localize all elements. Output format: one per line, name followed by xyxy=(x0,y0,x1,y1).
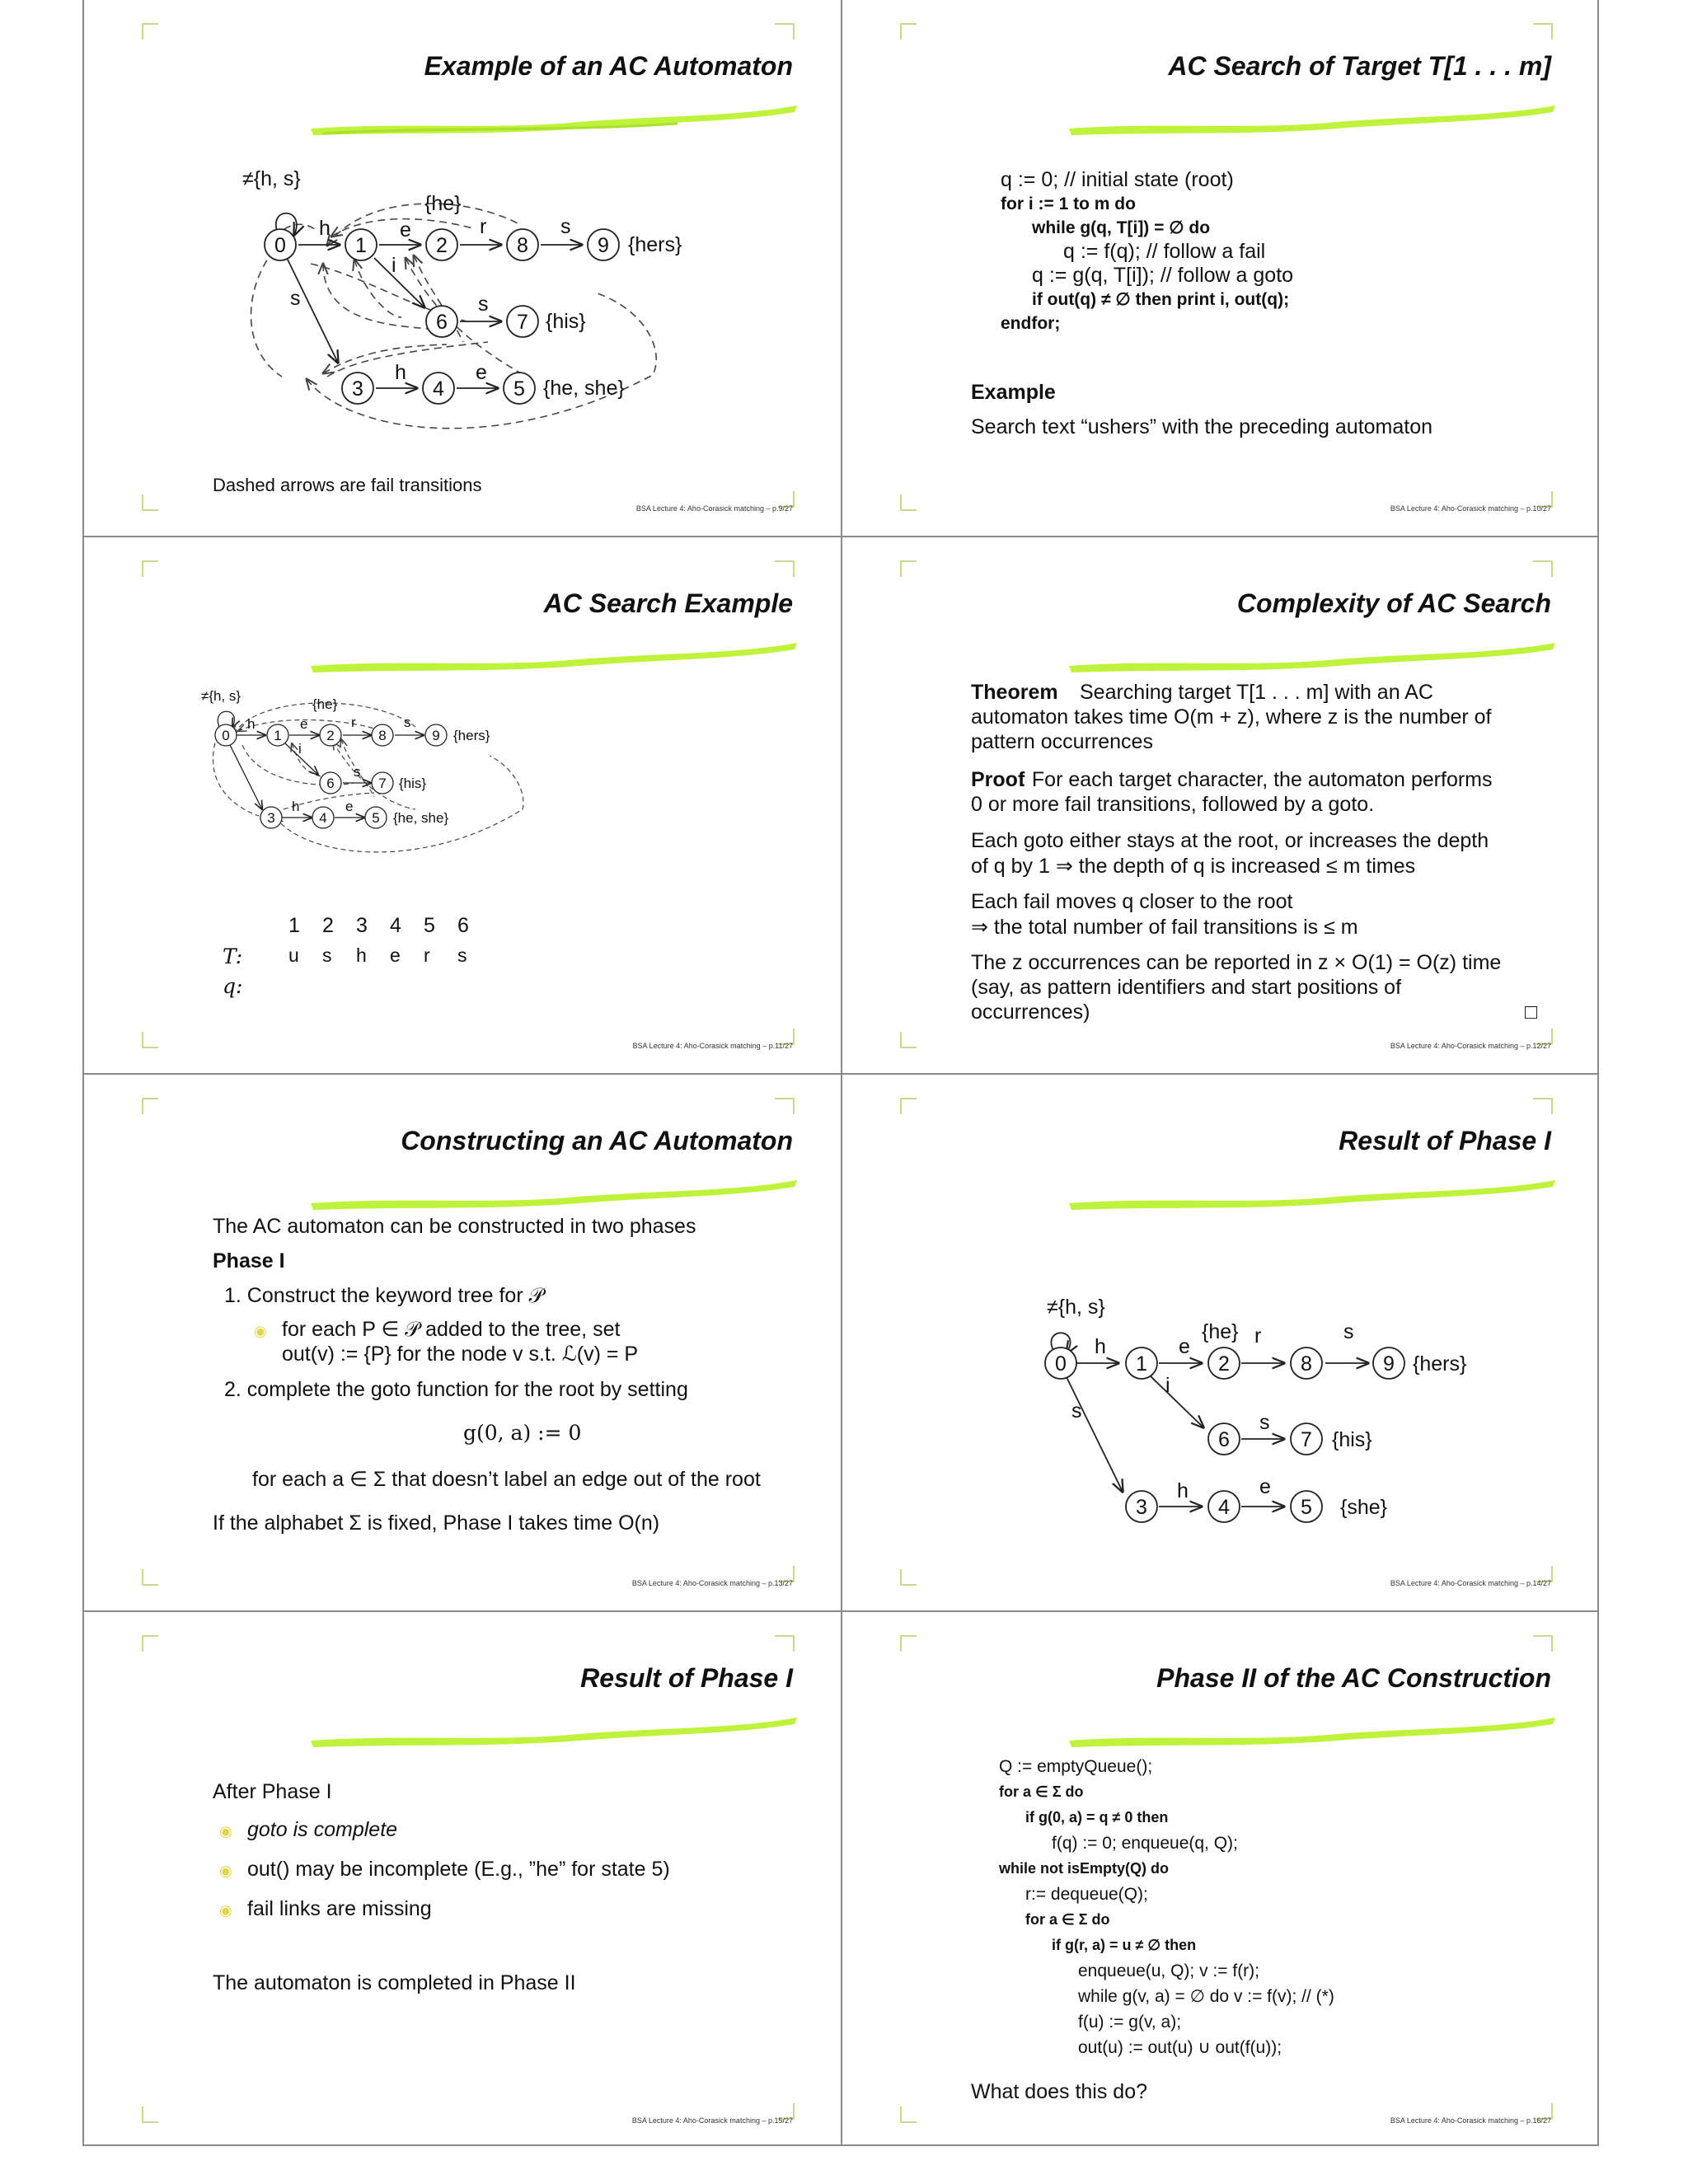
corner-mark xyxy=(900,1098,917,1114)
output-label: {she} xyxy=(1340,1496,1388,1519)
slide-title: AC Search of Target T[1 . . . m] xyxy=(1168,51,1551,81)
slide-footer: BSA Lecture 4: Aho-Corasick matching – p.13/27 xyxy=(631,1579,793,1587)
state-label: 5 xyxy=(372,810,380,826)
proof-text: occurrences) xyxy=(971,1001,1090,1024)
edge-label: e xyxy=(476,361,487,384)
corner-mark xyxy=(900,494,917,511)
edge-label: s xyxy=(290,287,301,310)
state-label: 5 xyxy=(513,377,525,401)
highlighter-stroke xyxy=(307,1172,801,1218)
slide-footer: BSA Lecture 4: Aho-Corasick matching – p.10/27 xyxy=(1390,504,1551,513)
edge-label: e xyxy=(1179,1335,1190,1358)
output-label: {his} xyxy=(399,776,427,791)
proof-text: Each fail moves q closer to the root xyxy=(971,890,1293,913)
code-line: r:= dequeue(Q); xyxy=(1025,1885,1148,1904)
target-char: r xyxy=(424,944,430,966)
edge-label: i xyxy=(392,254,396,277)
phase2-pseudocode xyxy=(999,1754,1334,2060)
state-row-label: q: xyxy=(223,974,243,998)
state-label: 0 xyxy=(274,234,286,257)
edge-label: r xyxy=(480,215,487,238)
highlighter-stroke xyxy=(1065,1172,1559,1218)
corner-mark xyxy=(142,1032,158,1048)
corner-mark xyxy=(900,2107,917,2123)
body-text: The automaton is completed in Phase II xyxy=(213,1971,576,1994)
proof-text: The z occurrences can be reported in z × O(1) = O(z) time xyxy=(971,951,1502,974)
bullet-text: for each P ∈ 𝒫 added to the tree, set xyxy=(282,1318,621,1341)
code-line: while g(v, a) = ∅ do v := f(v); // (*) xyxy=(1078,1987,1334,2006)
bullet-icon: ◉ xyxy=(254,1323,267,1339)
state-label: 6 xyxy=(1218,1428,1230,1451)
bullet-icon: ◉ xyxy=(219,1823,232,1840)
code-line: out(u) := out(u) ∪ out(f(u)); xyxy=(1078,2038,1282,2057)
edge-label: r xyxy=(351,715,356,730)
bullet-text: out() may be incomplete (E.g., ”he” for state 5) xyxy=(247,1858,670,1881)
slide-title: Example of an AC Automaton xyxy=(424,51,793,81)
keyword-tree-diagram xyxy=(1015,1256,1477,1520)
slide-footer: BSA Lecture 4: Aho-Corasick matching – p.12/27 xyxy=(1390,1042,1551,1050)
target-char: u xyxy=(288,944,299,966)
state-label: 8 xyxy=(378,728,387,743)
state-label: 4 xyxy=(1218,1496,1230,1519)
corner-mark xyxy=(1533,23,1553,40)
position-index: 4 xyxy=(390,914,401,937)
proof-text: 0 or more fail transitions, followed by a goto. xyxy=(971,793,1375,816)
proof-text: . For each target character, the automaton performs xyxy=(1020,768,1493,791)
output-label: {hers} xyxy=(1413,1352,1467,1376)
state-label: 5 xyxy=(1301,1496,1312,1519)
code-line: if g(0, a) = q ≠ 0 then xyxy=(1025,1809,1169,1825)
self-loop-label: ≠{h, s} xyxy=(1047,1296,1105,1319)
code-line: f(q) := 0; enqueue(q, Q); xyxy=(1052,1834,1238,1853)
theorem-label: Theorem xyxy=(971,681,1058,704)
edge-label: i xyxy=(1165,1374,1170,1397)
edge-label: e xyxy=(400,218,411,241)
bullet-text: goto is complete xyxy=(247,1818,398,1841)
edge-label: s xyxy=(1071,1399,1082,1422)
corner-mark xyxy=(142,1569,158,1586)
code-line: enqueue(u, Q); v := f(r); xyxy=(1078,1961,1260,1980)
theorem-text: Searching target T[1 . . . m] with an AC xyxy=(1080,681,1433,704)
bullet-icon: ◉ xyxy=(219,1902,232,1919)
edge-label: s xyxy=(1259,1411,1270,1434)
state-label: 9 xyxy=(1383,1352,1395,1376)
state-label: 3 xyxy=(267,810,275,826)
output-label: {he, she} xyxy=(543,377,625,400)
self-loop-label: ≠{h, s} xyxy=(242,167,301,190)
step-item: 2. complete the goto function for the root by setting xyxy=(224,1378,688,1401)
edge-label: e xyxy=(300,716,308,732)
state-label: 2 xyxy=(436,234,448,257)
code-line: endfor; xyxy=(1001,314,1061,333)
state-label: 7 xyxy=(1301,1428,1312,1451)
slide-title: Complexity of AC Search xyxy=(1236,588,1551,618)
slide-footer: BSA Lecture 4: Aho-Corasick matching – p.14/27 xyxy=(1390,1579,1551,1587)
corner-mark xyxy=(142,560,158,577)
corner-mark xyxy=(1533,560,1553,577)
body-text: If the alphabet Σ is fixed, Phase I takes time O(n) xyxy=(213,1511,660,1535)
output-label: {he} xyxy=(312,696,338,712)
edge-label: r xyxy=(1254,1324,1262,1347)
highlighter-stroke xyxy=(1065,635,1559,681)
code-line: f(u) := g(v, a); xyxy=(1078,2013,1182,2032)
edge-label: s xyxy=(1343,1320,1354,1343)
target-char: s xyxy=(322,944,332,966)
corner-mark xyxy=(142,2107,158,2123)
edge-label: h xyxy=(247,716,256,732)
bullet-icon: ◉ xyxy=(219,1863,232,1879)
position-index: 5 xyxy=(424,914,435,937)
edge-label: e xyxy=(345,799,354,814)
code-line: q := 0; // initial state (root) xyxy=(1001,168,1234,191)
self-loop-label: ≠{h, s} xyxy=(201,688,241,704)
search-pseudocode xyxy=(1001,168,1293,335)
step-item: 1. Construct the keyword tree for 𝒫 xyxy=(224,1284,544,1307)
edge-label: h xyxy=(395,361,406,384)
highlighter-stroke xyxy=(307,97,801,143)
slide-title: AC Search Example xyxy=(543,588,793,618)
edge-label: h xyxy=(319,217,331,240)
code-line: while g(q, T[i]) = ∅ do xyxy=(1032,218,1211,237)
output-label: {hers} xyxy=(453,728,490,743)
corner-mark xyxy=(900,23,917,40)
state-label: 0 xyxy=(1055,1352,1067,1376)
edge-label: s xyxy=(354,764,361,780)
example-label: Example xyxy=(971,381,1056,404)
code-line: while not isEmpty(Q) do xyxy=(999,1860,1169,1877)
bullet-item xyxy=(219,1897,432,1921)
slide-footer: BSA Lecture 4: Aho-Corasick matching – p.11/27 xyxy=(632,1042,793,1050)
slide-p11 xyxy=(84,537,841,1073)
target-char: h xyxy=(356,944,367,966)
corner-mark xyxy=(775,1098,795,1114)
phase-heading: Phase I xyxy=(213,1249,285,1272)
state-label: 6 xyxy=(436,311,448,334)
corner-mark xyxy=(142,1635,158,1652)
state-label: 8 xyxy=(517,234,528,257)
state-label: 7 xyxy=(517,311,528,334)
position-index: 6 xyxy=(457,914,469,937)
state-label: 1 xyxy=(274,728,282,743)
proof-text: (say, as pattern identifiers and start positions of xyxy=(971,976,1402,999)
code-line: q := f(q); // follow a fail xyxy=(1063,240,1266,263)
output-label: {his} xyxy=(546,310,586,333)
proof-text: ⇒ the total number of fail transitions is ≤ m xyxy=(971,916,1358,939)
state-label: 3 xyxy=(352,377,363,401)
slide-p10 xyxy=(842,0,1599,536)
state-label: 1 xyxy=(1136,1352,1147,1376)
edge-label: h xyxy=(292,799,300,814)
highlighter-stroke xyxy=(1065,97,1559,143)
state-label: 6 xyxy=(326,776,335,791)
position-index: 1 xyxy=(288,914,300,937)
corner-mark xyxy=(900,560,917,577)
proof-label: Proof xyxy=(971,768,1025,791)
edge-label: h xyxy=(1095,1335,1106,1358)
edge-label: s xyxy=(478,293,489,316)
bullet-text: out(v) := {P} for the node v s.t. ℒ(v) = P xyxy=(282,1343,639,1366)
code-line: q := g(q, T[i]); // follow a goto xyxy=(1032,264,1294,287)
slide-footer: BSA Lecture 4: Aho-Corasick matching – p.15/27 xyxy=(631,2116,793,2125)
edge-label: s xyxy=(560,215,571,238)
code-line: if g(r, a) = u ≠ ∅ then xyxy=(1052,1937,1197,1953)
theorem-text: automaton takes time O(m + z), where z is the number of xyxy=(971,705,1492,729)
state-label: 2 xyxy=(1218,1352,1230,1376)
state-label: 3 xyxy=(1136,1496,1147,1519)
corner-mark xyxy=(900,1032,917,1048)
code-line: if out(q) ≠ ∅ then print i, out(q); xyxy=(1032,290,1290,309)
state-label: 9 xyxy=(598,234,609,257)
slide-title: Phase II of the AC Construction xyxy=(1156,1663,1551,1693)
body-text: for each a ∈ Σ that doesn’t label an edge out of the root xyxy=(252,1468,761,1491)
target-char: s xyxy=(457,944,467,966)
corner-mark xyxy=(775,560,795,577)
code-line: for a ∈ Σ do xyxy=(1025,1911,1110,1928)
bullet-text: fail links are missing xyxy=(247,1897,432,1920)
highlighter-stroke xyxy=(1065,1709,1559,1755)
output-label: {he} xyxy=(1202,1320,1239,1343)
target-char: e xyxy=(390,944,401,966)
body-text: The AC automaton can be constructed in two phases xyxy=(213,1215,696,1238)
corner-mark xyxy=(900,1635,917,1652)
ac-automaton-diagram-small xyxy=(201,686,654,875)
corner-mark xyxy=(775,23,795,40)
state-label: 1 xyxy=(355,234,367,257)
state-label: 2 xyxy=(326,728,335,743)
output-label: {hers} xyxy=(628,233,682,256)
highlighter-stroke xyxy=(307,635,801,681)
proof-text: of q by 1 ⇒ the depth of q is increased ≤ m times xyxy=(971,855,1416,878)
highlighter-stroke xyxy=(307,1709,801,1755)
caption: Dashed arrows are fail transitions xyxy=(213,475,482,495)
slide-p9 xyxy=(84,0,841,536)
formula: g(0, a) := 0 xyxy=(463,1421,582,1445)
corner-mark xyxy=(142,23,158,40)
corner-mark xyxy=(1533,1098,1553,1114)
code-line: for a ∈ Σ do xyxy=(999,1783,1084,1800)
state-label: 4 xyxy=(433,377,444,401)
code-line: Q := emptyQueue(); xyxy=(999,1757,1153,1776)
proof-text: Each goto either stays at the root, or increases the depth xyxy=(971,829,1489,852)
output-label: {his} xyxy=(1332,1428,1372,1451)
corner-mark xyxy=(1533,1635,1553,1652)
slide-title: Result of Phase I xyxy=(580,1663,793,1693)
target-label: T: xyxy=(223,944,243,968)
state-label: 8 xyxy=(1301,1352,1312,1376)
output-label: {he, she} xyxy=(393,810,449,826)
slide-footer: BSA Lecture 4: Aho-Corasick matching – p.16/27 xyxy=(1390,2116,1551,2125)
qed-mark: □ xyxy=(1525,1001,1538,1024)
slide-p14 xyxy=(842,1075,1599,1610)
ac-automaton-diagram xyxy=(199,161,793,457)
edge-label: e xyxy=(1259,1475,1271,1498)
theorem-text: pattern occurrences xyxy=(971,730,1153,753)
edge-label: h xyxy=(1177,1479,1189,1502)
bullet-item xyxy=(254,1317,620,1342)
position-index: 2 xyxy=(322,914,334,937)
corner-mark xyxy=(142,494,158,511)
bullet-item xyxy=(219,1858,670,1882)
corner-mark xyxy=(142,1098,158,1114)
state-label: 9 xyxy=(432,728,440,743)
slide-title: Result of Phase I xyxy=(1339,1126,1551,1155)
edge-label: s xyxy=(404,715,411,730)
bullet-item xyxy=(219,1818,397,1842)
code-line: for i := 1 to m do xyxy=(1001,194,1136,213)
body-text: After Phase I xyxy=(213,1780,332,1803)
question-text: What does this do? xyxy=(971,2080,1148,2103)
slide-p15 xyxy=(84,1612,841,2148)
edge-label: i xyxy=(298,741,302,757)
state-label: 4 xyxy=(319,810,327,826)
slide-p12 xyxy=(842,537,1599,1073)
output-label: {he} xyxy=(424,192,462,215)
state-label: 7 xyxy=(378,776,387,791)
slide-p13 xyxy=(84,1075,841,1610)
slide-title: Constructing an AC Automaton xyxy=(401,1126,793,1155)
corner-mark xyxy=(775,1635,795,1652)
corner-mark xyxy=(900,1569,917,1586)
state-label: 0 xyxy=(222,728,230,743)
position-index: 3 xyxy=(356,914,368,937)
slide-footer: BSA Lecture 4: Aho-Corasick matching – p.9/27 xyxy=(635,504,793,513)
slide-p16 xyxy=(842,1612,1599,2148)
example-text: Search text “ushers” with the preceding automaton xyxy=(971,415,1433,438)
